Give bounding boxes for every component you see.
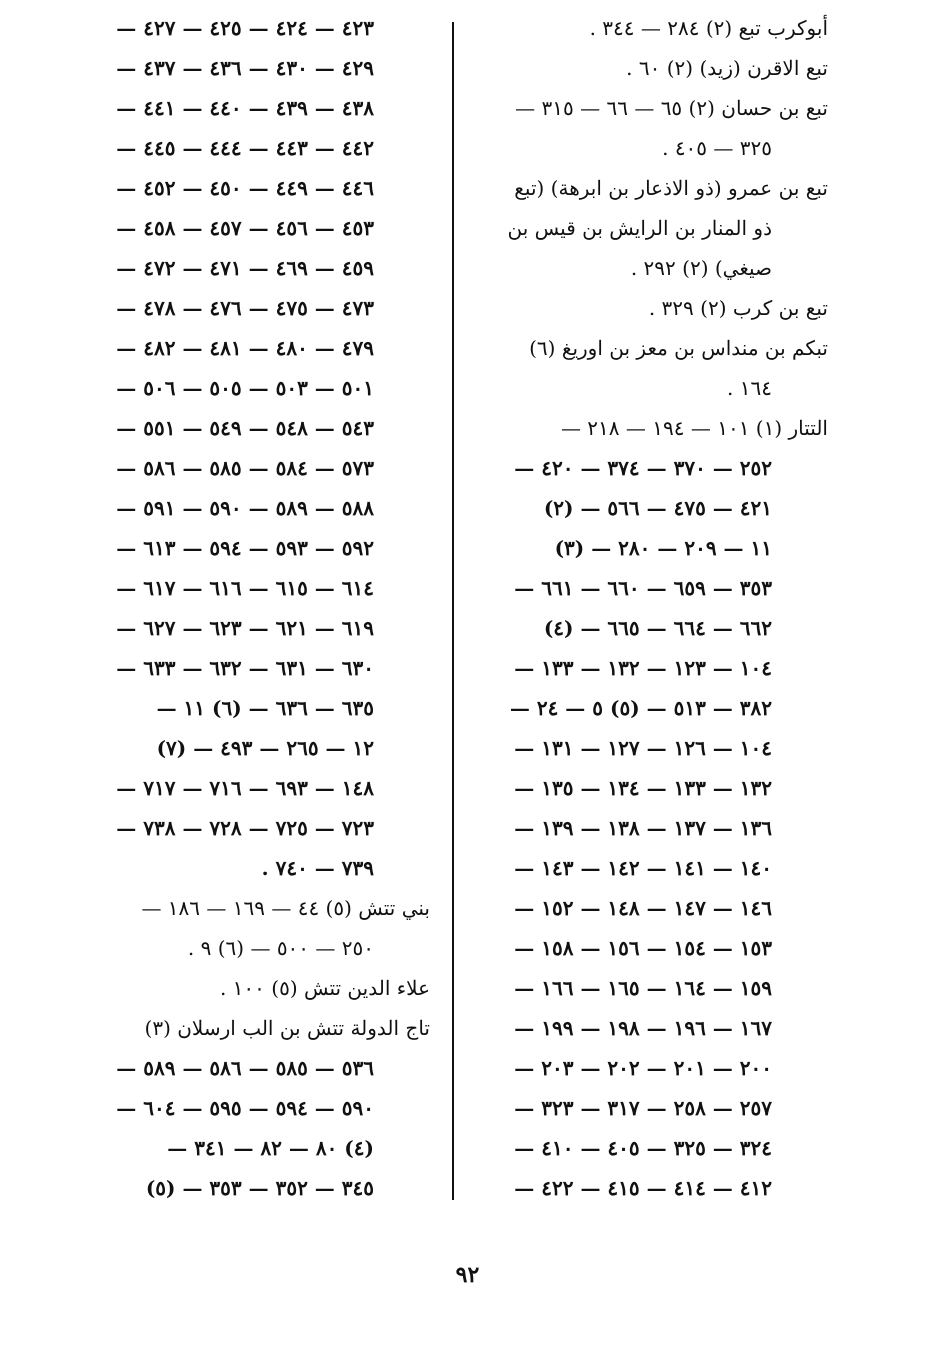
index-line: علاء الدين تتش (٥) ١٠٠ . xyxy=(219,976,430,1000)
index-line: ٧٣٩ — ٧٤٠ . xyxy=(261,856,374,880)
index-line: ٦١٩ — ٦٢١ — ٦٢٣ — ٦٢٧ — xyxy=(116,616,374,640)
index-column-right xyxy=(478,8,828,1208)
index-line: ٣٢٤ — ٣٢٥ — ٤٠٥ — ٤١٠ — xyxy=(514,1136,772,1160)
index-line: ٥٧٣ — ٥٨٤ — ٥٨٥ — ٥٨٦ — xyxy=(116,456,374,480)
index-line: ٤٧٩ — ٤٨٠ — ٤٨١ — ٤٨٢ — xyxy=(116,336,374,360)
index-line: ٥٠١ — ٥٠٣ — ٥٠٥ — ٥٠٦ — xyxy=(116,376,374,400)
index-line: ١٥٣ — ١٥٤ — ١٥٦ — ١٥٨ — xyxy=(514,936,772,960)
index-line: ٦٣٥ — ٦٣٦ — (٦) ١١ — xyxy=(156,696,374,720)
index-line: ٢٠٠ — ٢٠١ — ٢٠٢ — ٢٠٣ — xyxy=(514,1056,772,1080)
index-line: ١٢ — ٢٦٥ — ٤٩٣ — (٧) xyxy=(156,736,374,760)
index-line: ٧٢٣ — ٧٢٥ — ٧٢٨ — ٧٣٨ — xyxy=(116,816,374,840)
index-line: ٥٨٨ — ٥٨٩ — ٥٩٠ — ٥٩١ — xyxy=(116,496,374,520)
index-line: بني تتش (٥) ٤٤ — ١٦٩ — ١٨٦ — xyxy=(141,896,430,920)
index-line: ٦٦٢ — ٦٦٤ — ٦٦٥ — (٤) xyxy=(543,616,772,640)
index-line: ذو المنار بن الرايش بن قيس بن xyxy=(507,216,772,240)
index-line: ٥٣٦ — ٥٨٥ — ٥٨٦ — ٥٨٩ — xyxy=(116,1056,374,1080)
index-line: ٤٢٩ — ٤٣٠ — ٤٣٦ — ٤٣٧ — xyxy=(116,56,374,80)
index-line: ١١ — ٢٠٩ — ٢٨٠ — (٣) xyxy=(554,536,772,560)
index-line: ١٦٤ . xyxy=(727,376,772,400)
index-line: ٢٥٧ — ٢٥٨ — ٣١٧ — ٣٢٣ — xyxy=(514,1096,772,1120)
index-line: ٢٥٢ — ٣٧٠ — ٣٧٤ — ٤٢٠ — xyxy=(514,456,772,480)
index-line: التتار (١) ١٠١ — ١٩٤ — ٢١٨ — xyxy=(560,416,828,440)
index-line: ٤٧٣ — ٤٧٥ — ٤٧٦ — ٤٧٨ — xyxy=(116,296,374,320)
index-line: ١٥٩ — ١٦٤ — ١٦٥ — ١٦٦ — xyxy=(514,976,772,1000)
index-line: ١٠٤ — ١٢٣ — ١٣٢ — ١٣٣ — xyxy=(514,656,772,680)
index-line: صيغي) (٢) ٢٩٢ . xyxy=(630,256,772,280)
index-line: تبع بن كرب (٢) ٣٢٩ . xyxy=(648,296,828,320)
index-line: أبوكرب تبع (٢) ٢٨٤ — ٣٤٤ . xyxy=(589,16,828,40)
index-line: ٤٣٨ — ٤٣٩ — ٤٤٠ — ٤٤١ — xyxy=(116,96,374,120)
index-line: ٣٨٢ — ٥١٣ — (٥) ٥ — ٢٤ — xyxy=(509,696,772,720)
index-line: ١٣٢ — ١٣٣ — ١٣٤ — ١٣٥ — xyxy=(514,776,772,800)
index-line: ٥٤٣ — ٥٤٨ — ٥٤٩ — ٥٥١ — xyxy=(116,416,374,440)
index-line: تبكم بن منداس بن معز بن اوريغ (٦) xyxy=(529,336,828,360)
index-line: ٥٩٢ — ٥٩٣ — ٥٩٤ — ٦١٣ — xyxy=(116,536,374,560)
index-line: ١٤٦ — ١٤٧ — ١٤٨ — ١٥٢ — xyxy=(514,896,772,920)
index-line: ٣٢٥ — ٤٠٥ . xyxy=(662,136,772,160)
column-divider xyxy=(452,22,454,1200)
index-line: ١٣٦ — ١٣٧ — ١٣٨ — ١٣٩ — xyxy=(514,816,772,840)
index-line: تاج الدولة تتش بن الب ارسلان (٣) xyxy=(144,1016,430,1040)
index-line: ٤١٢ — ٤١٤ — ٤١٥ — ٤٢٢ — xyxy=(514,1176,772,1200)
index-line: تبع بن حسان (٢) ٦٥ — ٦٦ — ٣١٥ — xyxy=(515,96,828,120)
index-line: ١٠٤ — ١٢٦ — ١٢٧ — ١٣١ — xyxy=(514,736,772,760)
index-line: ٥٩٠ — ٥٩٤ — ٥٩٥ — ٦٠٤ — xyxy=(116,1096,374,1120)
index-line: ٤٥٣ — ٤٥٦ — ٤٥٧ — ٤٥٨ — xyxy=(116,216,374,240)
index-line: ٢٥٠ — ٥٠٠ — (٦) ٩ . xyxy=(187,936,374,960)
index-line: (٤) ٨٠ — ٨٢ — ٣٤١ — xyxy=(167,1136,374,1160)
index-column-left xyxy=(80,8,430,1208)
index-line: ٣٤٥ — ٣٥٢ — ٣٥٣ — (٥) xyxy=(145,1176,374,1200)
index-line: ٤٢٣ — ٤٢٤ — ٤٢٥ — ٤٢٧ — xyxy=(116,16,374,40)
index-line: ١٤٠ — ١٤١ — ١٤٢ — ١٤٣ — xyxy=(514,856,772,880)
index-line: ٤٢١ — ٤٧٥ — ٥٦٦ — (٢) xyxy=(543,496,772,520)
index-line: ٤٥٩ — ٤٦٩ — ٤٧١ — ٤٧٢ — xyxy=(116,256,374,280)
index-line: ٤٤٦ — ٤٤٩ — ٤٥٠ — ٤٥٢ — xyxy=(116,176,374,200)
index-line: ٦١٤ — ٦١٥ — ٦١٦ — ٦١٧ — xyxy=(116,576,374,600)
index-line: ٣٥٣ — ٦٥٩ — ٦٦٠ — ٦٦١ — xyxy=(514,576,772,600)
page-number: ٩٢ xyxy=(455,1262,480,1288)
index-line: ٦٣٠ — ٦٣١ — ٦٣٢ — ٦٣٣ — xyxy=(116,656,374,680)
index-line: تبع الاقرن (زيد) (٢) ٦٠ . xyxy=(626,56,828,80)
index-line: تبع بن عمرو (ذو الاذعار بن ابرهة) (تبع xyxy=(514,176,828,200)
index-line: ٤٤٢ — ٤٤٣ — ٤٤٤ — ٤٤٥ — xyxy=(116,136,374,160)
index-line: ١٤٨ — ٦٩٣ — ٧١٦ — ٧١٧ — xyxy=(116,776,374,800)
index-line: ١٦٧ — ١٩٦ — ١٩٨ — ١٩٩ — xyxy=(514,1016,772,1040)
